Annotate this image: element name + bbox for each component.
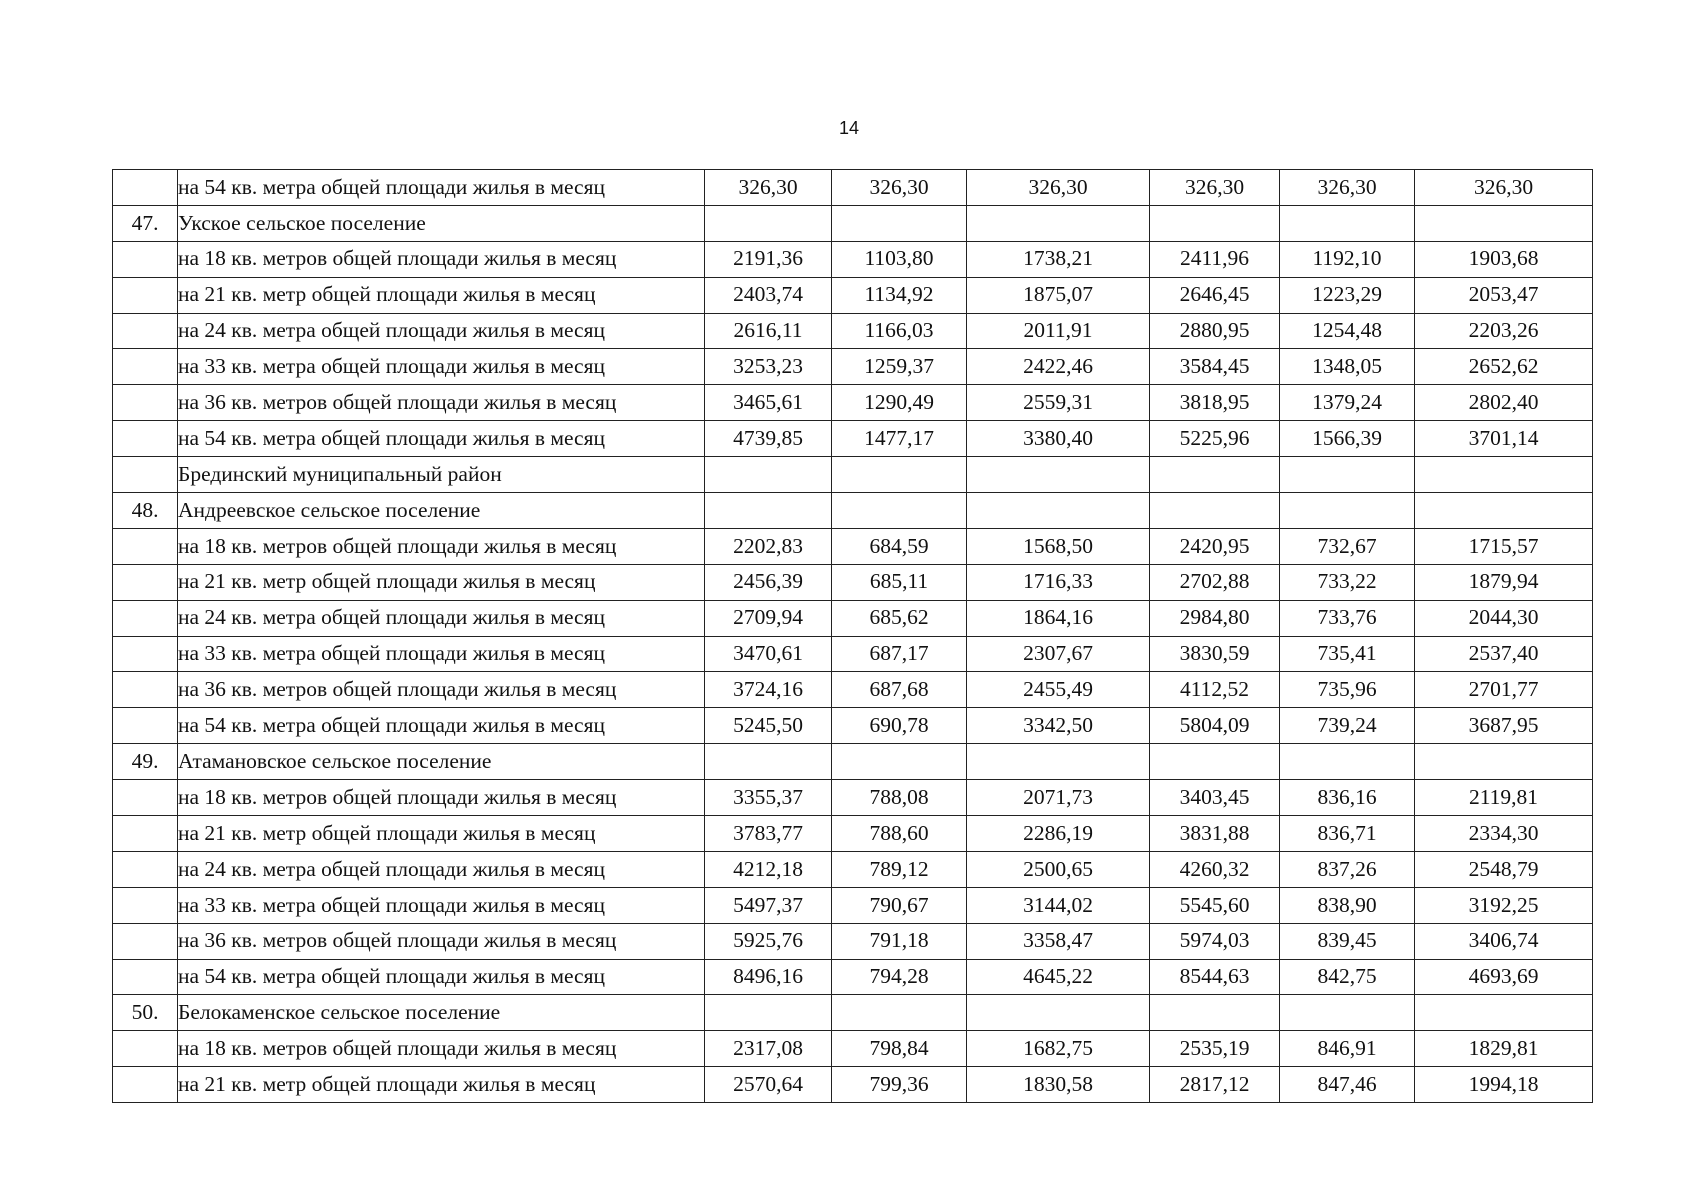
row-name-cell: на 33 кв. метра общей площади жилья в месяц	[178, 636, 705, 672]
value-cell: 5225,96	[1150, 421, 1280, 457]
value-cell	[1415, 744, 1593, 780]
value-cell	[705, 205, 832, 241]
value-cell	[832, 995, 967, 1031]
table-row	[113, 816, 1593, 852]
value-cell: 3342,50	[967, 708, 1150, 744]
value-cell	[1150, 205, 1280, 241]
table-row	[113, 349, 1593, 385]
value-cell: 794,28	[832, 959, 967, 995]
value-cell	[1280, 995, 1415, 1031]
row-number-cell	[113, 780, 178, 816]
row-number-cell: 50.	[113, 995, 178, 1031]
value-cell: 735,96	[1280, 672, 1415, 708]
value-cell: 2701,77	[1415, 672, 1593, 708]
value-cell: 690,78	[832, 708, 967, 744]
value-cell	[1150, 457, 1280, 493]
value-cell: 790,67	[832, 887, 967, 923]
row-number-cell	[113, 313, 178, 349]
value-cell: 1682,75	[967, 1031, 1150, 1067]
value-cell: 1254,48	[1280, 313, 1415, 349]
value-cell: 2802,40	[1415, 385, 1593, 421]
value-cell: 687,17	[832, 636, 967, 672]
value-cell: 8496,16	[705, 959, 832, 995]
value-cell	[832, 457, 967, 493]
value-cell: 2053,47	[1415, 277, 1593, 313]
value-cell	[1415, 205, 1593, 241]
value-cell: 1879,94	[1415, 564, 1593, 600]
value-cell: 2984,80	[1150, 600, 1280, 636]
value-cell: 2616,11	[705, 313, 832, 349]
value-cell	[967, 457, 1150, 493]
row-number-cell	[113, 528, 178, 564]
table-row	[113, 170, 1593, 206]
value-cell: 2334,30	[1415, 816, 1593, 852]
row-number-cell	[113, 923, 178, 959]
value-cell: 735,41	[1280, 636, 1415, 672]
page-number: 14	[838, 118, 860, 138]
table-row	[113, 959, 1593, 995]
value-cell: 1259,37	[832, 349, 967, 385]
row-name-cell: Брединский муниципальный район	[178, 457, 705, 493]
value-cell	[705, 493, 832, 529]
value-cell: 1738,21	[967, 241, 1150, 277]
row-name-cell: на 54 кв. метра общей площади жилья в месяц	[178, 708, 705, 744]
row-number-cell	[113, 457, 178, 493]
value-cell: 733,22	[1280, 564, 1415, 600]
row-number-cell	[113, 1031, 178, 1067]
table-body	[113, 170, 1593, 1103]
row-name-cell: Андреевское сельское поселение	[178, 493, 705, 529]
value-cell: 732,67	[1280, 528, 1415, 564]
value-cell: 1348,05	[1280, 349, 1415, 385]
row-name-cell: на 54 кв. метра общей площади жилья в месяц	[178, 959, 705, 995]
table-row	[113, 851, 1593, 887]
row-number-cell	[113, 564, 178, 600]
value-cell	[1280, 205, 1415, 241]
value-cell: 2455,49	[967, 672, 1150, 708]
table-row	[113, 313, 1593, 349]
value-cell: 2817,12	[1150, 1067, 1280, 1103]
table-row	[113, 708, 1593, 744]
table-row	[113, 385, 1593, 421]
value-cell: 3144,02	[967, 887, 1150, 923]
value-cell	[705, 457, 832, 493]
value-cell: 2709,94	[705, 600, 832, 636]
value-cell: 788,60	[832, 816, 967, 852]
table-row	[113, 1067, 1593, 1103]
value-cell: 3192,25	[1415, 887, 1593, 923]
row-name-cell: на 18 кв. метров общей площади жилья в месяц	[178, 780, 705, 816]
row-number-cell	[113, 636, 178, 672]
value-cell: 2535,19	[1150, 1031, 1280, 1067]
row-name-cell: на 18 кв. метров общей площади жилья в месяц	[178, 528, 705, 564]
row-number-cell: 48.	[113, 493, 178, 529]
row-name-cell: на 21 кв. метр общей площади жилья в месяц	[178, 564, 705, 600]
row-name-cell: на 24 кв. метра общей площади жилья в месяц	[178, 313, 705, 349]
table-row	[113, 493, 1593, 529]
row-name-cell: на 33 кв. метра общей площади жилья в месяц	[178, 887, 705, 923]
row-number-cell: 47.	[113, 205, 178, 241]
value-cell: 847,46	[1280, 1067, 1415, 1103]
row-number-cell	[113, 241, 178, 277]
row-number-cell	[113, 421, 178, 457]
value-cell: 3253,23	[705, 349, 832, 385]
row-name-cell: Атамановское сельское поселение	[178, 744, 705, 780]
row-number-cell	[113, 600, 178, 636]
value-cell: 3584,45	[1150, 349, 1280, 385]
value-cell: 1568,50	[967, 528, 1150, 564]
value-cell: 733,76	[1280, 600, 1415, 636]
value-cell: 2559,31	[967, 385, 1150, 421]
value-cell: 3687,95	[1415, 708, 1593, 744]
value-cell: 1103,80	[832, 241, 967, 277]
value-cell: 326,30	[1150, 170, 1280, 206]
value-cell: 836,71	[1280, 816, 1415, 852]
row-name-cell: на 54 кв. метра общей площади жилья в месяц	[178, 170, 705, 206]
value-cell: 2456,39	[705, 564, 832, 600]
row-name-cell: на 18 кв. метров общей площади жилья в месяц	[178, 241, 705, 277]
table-row	[113, 564, 1593, 600]
value-cell: 1830,58	[967, 1067, 1150, 1103]
value-cell: 3818,95	[1150, 385, 1280, 421]
row-name-cell: Белокаменское сельское поселение	[178, 995, 705, 1031]
value-cell: 839,45	[1280, 923, 1415, 959]
row-name-cell: на 36 кв. метров общей площади жилья в месяц	[178, 923, 705, 959]
value-cell: 687,68	[832, 672, 967, 708]
value-cell	[705, 995, 832, 1031]
table-row	[113, 277, 1593, 313]
value-cell: 2317,08	[705, 1031, 832, 1067]
table-row	[113, 421, 1593, 457]
table-row	[113, 205, 1593, 241]
table-row	[113, 600, 1593, 636]
value-cell: 3701,14	[1415, 421, 1593, 457]
row-number-cell	[113, 277, 178, 313]
value-cell: 4739,85	[705, 421, 832, 457]
value-cell: 1477,17	[832, 421, 967, 457]
value-cell: 2119,81	[1415, 780, 1593, 816]
value-cell: 4645,22	[967, 959, 1150, 995]
table-row	[113, 241, 1593, 277]
value-cell	[1150, 995, 1280, 1031]
value-cell: 3406,74	[1415, 923, 1593, 959]
value-cell: 739,24	[1280, 708, 1415, 744]
row-name-cell: на 18 кв. метров общей площади жилья в месяц	[178, 1031, 705, 1067]
value-cell: 326,30	[832, 170, 967, 206]
value-cell: 799,36	[832, 1067, 967, 1103]
value-cell: 789,12	[832, 851, 967, 887]
value-cell: 3355,37	[705, 780, 832, 816]
value-cell: 1716,33	[967, 564, 1150, 600]
value-cell: 4112,52	[1150, 672, 1280, 708]
value-cell	[967, 493, 1150, 529]
table-row	[113, 995, 1593, 1031]
row-name-cell: на 36 кв. метров общей площади жилья в месяц	[178, 385, 705, 421]
value-cell: 2652,62	[1415, 349, 1593, 385]
value-cell	[1150, 493, 1280, 529]
row-name-cell: на 24 кв. метра общей площади жилья в месяц	[178, 600, 705, 636]
value-cell: 1829,81	[1415, 1031, 1593, 1067]
value-cell: 2646,45	[1150, 277, 1280, 313]
value-cell: 1903,68	[1415, 241, 1593, 277]
value-cell: 5245,50	[705, 708, 832, 744]
value-cell: 3470,61	[705, 636, 832, 672]
row-name-cell: на 21 кв. метр общей площади жилья в месяц	[178, 1067, 705, 1103]
value-cell: 1566,39	[1280, 421, 1415, 457]
value-cell: 3830,59	[1150, 636, 1280, 672]
value-cell: 1379,24	[1280, 385, 1415, 421]
value-cell: 3783,77	[705, 816, 832, 852]
table-row	[113, 672, 1593, 708]
value-cell: 3403,45	[1150, 780, 1280, 816]
value-cell: 798,84	[832, 1031, 967, 1067]
value-cell	[967, 995, 1150, 1031]
value-cell: 1134,92	[832, 277, 967, 313]
row-number-cell	[113, 1067, 178, 1103]
value-cell: 2880,95	[1150, 313, 1280, 349]
row-number-cell: 49.	[113, 744, 178, 780]
value-cell: 685,62	[832, 600, 967, 636]
value-cell: 2071,73	[967, 780, 1150, 816]
row-number-cell	[113, 816, 178, 852]
value-cell: 2500,65	[967, 851, 1150, 887]
value-cell: 3465,61	[705, 385, 832, 421]
row-number-cell	[113, 708, 178, 744]
row-name-cell: на 21 кв. метр общей площади жилья в месяц	[178, 277, 705, 313]
row-number-cell	[113, 887, 178, 923]
table-row	[113, 636, 1593, 672]
value-cell	[967, 744, 1150, 780]
table-row	[113, 780, 1593, 816]
value-cell: 788,08	[832, 780, 967, 816]
value-cell: 2548,79	[1415, 851, 1593, 887]
value-cell: 684,59	[832, 528, 967, 564]
value-cell: 3380,40	[967, 421, 1150, 457]
value-cell: 3831,88	[1150, 816, 1280, 852]
value-cell	[832, 205, 967, 241]
value-cell: 1290,49	[832, 385, 967, 421]
value-cell	[832, 744, 967, 780]
value-cell: 842,75	[1280, 959, 1415, 995]
value-cell: 3358,47	[967, 923, 1150, 959]
value-cell	[967, 205, 1150, 241]
table-row	[113, 528, 1593, 564]
value-cell	[1415, 995, 1593, 1031]
value-cell: 2411,96	[1150, 241, 1280, 277]
value-cell: 4260,32	[1150, 851, 1280, 887]
value-cell: 1864,16	[967, 600, 1150, 636]
table-row	[113, 887, 1593, 923]
row-name-cell: на 36 кв. метров общей площади жилья в месяц	[178, 672, 705, 708]
value-cell: 326,30	[705, 170, 832, 206]
table-row	[113, 457, 1593, 493]
row-number-cell	[113, 851, 178, 887]
value-cell: 2202,83	[705, 528, 832, 564]
value-cell: 5497,37	[705, 887, 832, 923]
row-number-cell	[113, 672, 178, 708]
value-cell: 685,11	[832, 564, 967, 600]
value-cell: 1715,57	[1415, 528, 1593, 564]
value-cell: 1994,18	[1415, 1067, 1593, 1103]
value-cell: 4212,18	[705, 851, 832, 887]
table-row	[113, 1031, 1593, 1067]
row-name-cell: Укское сельское поселение	[178, 205, 705, 241]
value-cell: 3724,16	[705, 672, 832, 708]
value-cell: 5545,60	[1150, 887, 1280, 923]
value-cell: 2191,36	[705, 241, 832, 277]
row-number-cell	[113, 170, 178, 206]
value-cell: 2420,95	[1150, 528, 1280, 564]
value-cell: 2537,40	[1415, 636, 1593, 672]
value-cell: 5804,09	[1150, 708, 1280, 744]
table-row	[113, 923, 1593, 959]
row-name-cell: на 54 кв. метра общей площади жилья в месяц	[178, 421, 705, 457]
value-cell: 1166,03	[832, 313, 967, 349]
value-cell	[1415, 493, 1593, 529]
value-cell: 837,26	[1280, 851, 1415, 887]
row-name-cell: на 21 кв. метр общей площади жилья в месяц	[178, 816, 705, 852]
value-cell: 846,91	[1280, 1031, 1415, 1067]
row-number-cell	[113, 959, 178, 995]
value-cell: 2286,19	[967, 816, 1150, 852]
value-cell: 2702,88	[1150, 564, 1280, 600]
value-cell: 2570,64	[705, 1067, 832, 1103]
row-number-cell	[113, 349, 178, 385]
value-cell: 2044,30	[1415, 600, 1593, 636]
value-cell: 8544,63	[1150, 959, 1280, 995]
value-cell: 2011,91	[967, 313, 1150, 349]
value-cell: 2403,74	[705, 277, 832, 313]
value-cell: 326,30	[1280, 170, 1415, 206]
row-number-cell	[113, 385, 178, 421]
value-cell: 326,30	[967, 170, 1150, 206]
value-cell: 836,16	[1280, 780, 1415, 816]
value-cell: 5925,76	[705, 923, 832, 959]
value-cell: 5974,03	[1150, 923, 1280, 959]
value-cell: 2203,26	[1415, 313, 1593, 349]
value-cell	[705, 744, 832, 780]
value-cell	[1280, 457, 1415, 493]
value-cell: 2422,46	[967, 349, 1150, 385]
tariff-table	[112, 169, 1593, 1103]
value-cell: 326,30	[1415, 170, 1593, 206]
value-cell: 1875,07	[967, 277, 1150, 313]
value-cell	[1150, 744, 1280, 780]
value-cell: 838,90	[1280, 887, 1415, 923]
value-cell: 1223,29	[1280, 277, 1415, 313]
value-cell: 791,18	[832, 923, 967, 959]
table-row	[113, 744, 1593, 780]
value-cell: 4693,69	[1415, 959, 1593, 995]
value-cell: 1192,10	[1280, 241, 1415, 277]
value-cell: 2307,67	[967, 636, 1150, 672]
row-name-cell: на 33 кв. метра общей площади жилья в месяц	[178, 349, 705, 385]
value-cell	[1280, 744, 1415, 780]
row-name-cell: на 24 кв. метра общей площади жилья в месяц	[178, 851, 705, 887]
value-cell	[1280, 493, 1415, 529]
value-cell	[832, 493, 967, 529]
value-cell	[1415, 457, 1593, 493]
